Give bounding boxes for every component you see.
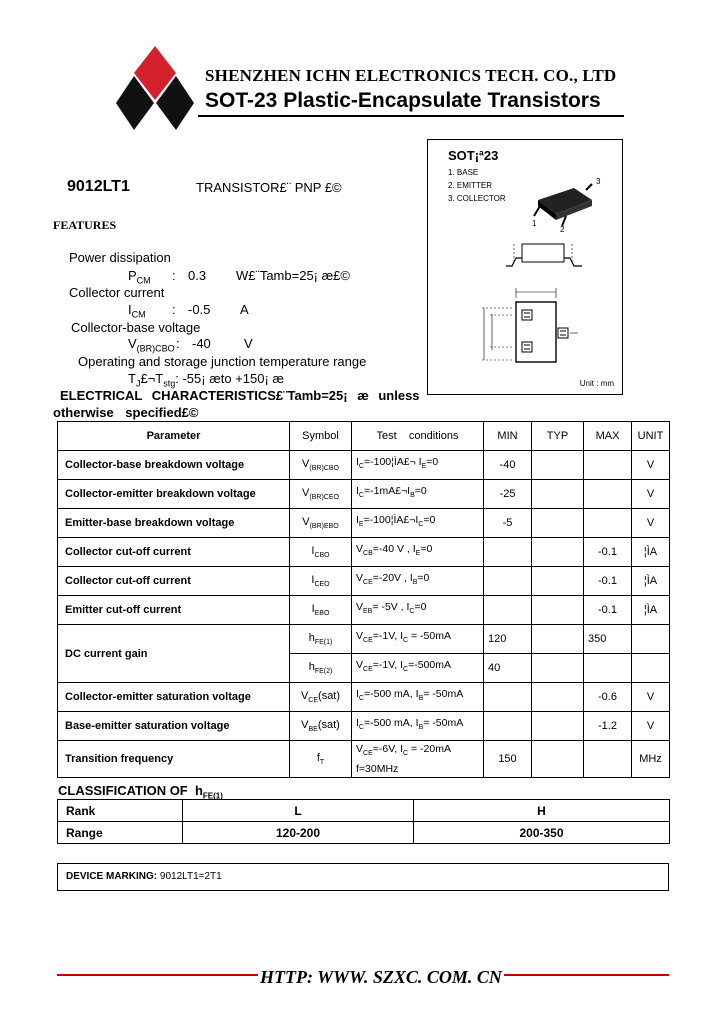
unit-cell: ¦ÌA [632, 538, 670, 567]
cond-sub: C [358, 492, 364, 500]
conditions-cell [352, 538, 484, 567]
table-row [58, 683, 670, 712]
package-unit-note: Unit : mm [579, 379, 614, 388]
pcm-value: 0.3 [188, 268, 207, 283]
table-row [58, 480, 670, 509]
vcbo-subscript: (BR)CBO [136, 343, 175, 354]
table-row [58, 625, 670, 654]
cond-b: =-500 mA, I [363, 717, 419, 730]
max-cell [584, 451, 632, 480]
hfe2-conditions [352, 654, 484, 683]
classification-title-text: CLASSIFICATION OF h [58, 783, 203, 798]
icm-colon: : [172, 302, 176, 317]
conditions-cell [352, 509, 484, 538]
param-cell: Collector-base breakdown voltage [58, 451, 290, 480]
transition-typ [532, 741, 584, 778]
cond-a: I [356, 485, 359, 498]
feature-vcbo [128, 336, 175, 354]
hfe2-cond-b: =-1V, I [372, 659, 404, 672]
temp-sub-j: J [135, 378, 141, 389]
classification-table [57, 799, 670, 844]
package-pin-1: 1 [532, 219, 537, 228]
conditions-cell [352, 683, 484, 712]
cond-a: I [356, 456, 359, 469]
saturation-rows [58, 683, 670, 741]
hfe1-max: 350 [584, 625, 632, 654]
unit-cell: ¦ÌA [632, 567, 670, 596]
typ-cell [532, 567, 584, 596]
symbol-main: I [311, 573, 315, 586]
cond-sub2: C [418, 521, 424, 529]
max-cell [584, 509, 632, 538]
cond-sub2: B [410, 492, 415, 500]
hfe1-min: 120 [484, 625, 532, 654]
sot23-package-icon [526, 176, 616, 232]
symbol-rest: (sat) [318, 689, 341, 702]
hfe2-cond-sub: CE [363, 666, 373, 674]
min-cell [484, 683, 532, 712]
transition-cond-line2: f=30MHz [356, 762, 399, 775]
cond-b: =-20V , I [372, 572, 413, 585]
hfe1-cond-c: = -50mA [408, 630, 451, 643]
table-row [58, 451, 670, 480]
feature-pcm [128, 268, 151, 286]
cond-sub2: C [409, 608, 415, 616]
rank-l: L [183, 800, 414, 822]
hfe1-cond-a: V [356, 630, 364, 643]
symbol-cell [290, 480, 352, 509]
symbol-cell [290, 567, 352, 596]
conditions-cell [352, 567, 484, 596]
symbol-sub: CEO [314, 581, 330, 589]
max-cell: -1.2 [584, 712, 632, 741]
cond-b: = -5V , I [372, 601, 410, 614]
max-cell: -0.1 [584, 538, 632, 567]
header-max: MAX [584, 422, 632, 451]
transition-cond-line1 [356, 742, 479, 761]
table-row [58, 538, 670, 567]
classification-title [58, 783, 223, 801]
hfe2-max [584, 654, 632, 683]
device-marking-text [66, 871, 222, 882]
hfe2-sub: FE(2) [314, 668, 333, 676]
transition-param: Transition frequency [58, 741, 290, 778]
icm-subscript: CM [131, 309, 146, 320]
temp-sub-stg: stg [163, 378, 176, 389]
header-unit: UNIT [632, 422, 670, 451]
symbol-cell [290, 451, 352, 480]
rank-row [58, 800, 670, 822]
header-min: MIN [484, 422, 532, 451]
rank-h: H [414, 800, 670, 822]
symbol-sub: CBO [314, 552, 330, 560]
unit-cell: V [632, 451, 670, 480]
pcm-colon: : [172, 268, 176, 283]
conditions-cell [352, 596, 484, 625]
temp-symbol-tstg: £¬T [140, 371, 164, 386]
transition-symbol [290, 741, 352, 778]
symbol-sub: CE [308, 697, 319, 705]
symbol-main: V [302, 486, 310, 499]
symbol-sub: (BR)CEO [309, 494, 339, 502]
symbol-sub: (BR)CBO [309, 465, 339, 473]
cond-sub: C [358, 724, 364, 732]
typ-cell [532, 712, 584, 741]
unit-cell: V [632, 480, 670, 509]
cond-sub2: E [421, 463, 427, 471]
typ-cell [532, 480, 584, 509]
cond-b: =-1mA£¬I [363, 485, 411, 498]
feature-power-label: Power dissipation [69, 250, 171, 265]
vcbo-unit: V [244, 336, 253, 351]
max-cell: -0.1 [584, 567, 632, 596]
cond-sub2: B [418, 724, 424, 732]
symbol-rest: (sat) [317, 718, 340, 731]
feature-current-label: Collector current [69, 285, 165, 300]
header-test-conditions: Test conditions [352, 422, 484, 451]
ft-cond-c: = -20mA [408, 743, 451, 756]
cond-sub2: B [412, 579, 418, 587]
ft-cond-sub2: C [403, 750, 409, 758]
typ-cell [532, 596, 584, 625]
footer-url: HTTP: WWW. SZXC. COM. CN [260, 967, 502, 987]
cond-sub: CB [363, 550, 373, 558]
company-name: SHENZHEN ICHN ELECTRONICS TECH. CO., LTD [205, 66, 617, 85]
hfe1-unit [632, 625, 670, 654]
pcm-symbol: P [128, 268, 137, 283]
ft-cond-b: =-6V, I [372, 743, 404, 756]
ft-cond-sub: CE [363, 750, 373, 758]
temp-value: : -55¡ æto +150¡ æ [175, 371, 284, 386]
company-logo [116, 46, 194, 130]
ft-sub: T [319, 759, 325, 767]
product-line-title: SOT-23 Plastic-Encapsulate Transistors [205, 89, 601, 112]
cond-c: =0 [417, 572, 430, 585]
table-row [58, 741, 670, 778]
symbol-cell [290, 712, 352, 741]
package-pin-2: 2 [560, 225, 565, 232]
package-pin-3: 3 [596, 177, 601, 186]
cond-b: =-40 V , I [372, 543, 416, 556]
vcbo-value: -40 [192, 336, 211, 351]
cond-c: =0 [414, 485, 427, 498]
transition-min: 150 [484, 741, 532, 778]
symbol-cell [290, 509, 352, 538]
cond-a: I [356, 514, 359, 527]
symbol-main: V [302, 457, 310, 470]
table-row [58, 567, 670, 596]
ft-sym: f [316, 751, 320, 764]
cond-c: = -50mA [423, 717, 464, 730]
cond-sub: C [358, 463, 364, 471]
table-row [58, 596, 670, 625]
symbol-main: I [311, 544, 315, 557]
vcbo-symbol: V [128, 336, 137, 351]
pin-1-label: 1. BASE [448, 168, 479, 177]
table-row [58, 712, 670, 741]
range-h: 200-350 [414, 822, 670, 844]
cond-b: =-500 mA, I [363, 688, 419, 701]
hfe1-symbol [290, 625, 352, 654]
symbol-cell [290, 683, 352, 712]
electrical-heading-line2: otherwise specified£© [53, 405, 199, 420]
header-rule [198, 115, 624, 117]
cond-c: =0 [426, 456, 439, 469]
transition-unit: MHz [632, 741, 670, 778]
cond-sub: C [358, 695, 364, 703]
hfe2-unit [632, 654, 670, 683]
pcm-subscript: CM [136, 275, 151, 286]
hfe2-cond-sub2: C [403, 666, 409, 674]
param-cell: Collector cut-off current [58, 567, 290, 596]
symbol-cell [290, 596, 352, 625]
hfe1-typ [532, 625, 584, 654]
range-row [58, 822, 670, 844]
min-cell [484, 567, 532, 596]
typ-cell [532, 683, 584, 712]
cond-sub2: B [418, 695, 424, 703]
cond-a: V [356, 572, 364, 585]
symbol-main: V [301, 718, 309, 731]
hfe1-sym: h [308, 631, 315, 644]
symbol-sub: EBO [314, 610, 330, 618]
feature-temp-range [128, 371, 284, 389]
feature-temp-label: Operating and storage junction temperature range [78, 354, 367, 369]
package-title: SOT¡ª23 [448, 148, 499, 163]
min-cell: -5 [484, 509, 532, 538]
symbol-main: V [302, 515, 310, 528]
symbol-sub: (BR)EBO [309, 523, 339, 531]
min-cell [484, 596, 532, 625]
table-row [58, 509, 670, 538]
package-diagram-box [427, 139, 623, 395]
cond-sub: CE [363, 579, 373, 587]
cond-b: =-100¦ÌA£¬I [363, 514, 419, 527]
hfe1-sub: FE(1) [314, 639, 333, 647]
electrical-characteristics-table [57, 421, 670, 778]
cond-sub: E [358, 521, 364, 529]
typ-cell [532, 538, 584, 567]
param-cell: Emitter cut-off current [58, 596, 290, 625]
param-cell: Base-emitter saturation voltage [58, 712, 290, 741]
symbol-main: I [311, 602, 315, 615]
temp-symbol-tj: T [128, 371, 136, 386]
header-typ: TYP [532, 422, 584, 451]
package-top-view [478, 280, 578, 370]
param-cell: Emitter-base breakdown voltage [58, 509, 290, 538]
param-cell: Collector-emitter breakdown voltage [58, 480, 290, 509]
conditions-cell [352, 451, 484, 480]
table-header-row [58, 422, 670, 451]
conditions-cell [352, 712, 484, 741]
cond-a: I [356, 688, 359, 701]
hfe2-min: 40 [484, 654, 532, 683]
hfe2-symbol [290, 654, 352, 683]
icm-value: -0.5 [188, 302, 211, 317]
max-cell: -0.6 [584, 683, 632, 712]
device-marking-value: 9012LT1=2T1 [157, 871, 222, 882]
typ-cell [532, 451, 584, 480]
param-cell: Collector-emitter saturation voltage [58, 683, 290, 712]
device-marking-label: DEVICE MARKING: [66, 871, 158, 882]
icm-symbol: I [128, 302, 132, 317]
cond-c: =0 [423, 514, 436, 527]
cond-a: V [356, 543, 364, 556]
cond-sub: EB [363, 608, 373, 616]
max-cell: -0.1 [584, 596, 632, 625]
cond-a: I [356, 717, 359, 730]
min-cell: -40 [484, 451, 532, 480]
classification-title-sub: FE(1) [202, 791, 223, 801]
symbol-main: V [300, 689, 309, 702]
unit-cell: V [632, 712, 670, 741]
hfe2-cond-c: =-500mA [408, 659, 451, 672]
cond-a: V [356, 601, 364, 614]
cond-c: =0 [420, 543, 433, 556]
hfe1-conditions [352, 625, 484, 654]
rank-label: Rank [58, 800, 183, 822]
min-cell: -25 [484, 480, 532, 509]
unit-cell: ¦ÌA [632, 596, 670, 625]
hfe1-cond-sub: CE [363, 637, 373, 645]
features-title: FEATURES [53, 218, 117, 232]
header-parameter: Parameter [58, 422, 290, 451]
icm-unit: A [240, 302, 249, 317]
symbol-sub: BE [308, 726, 318, 734]
symbol-cell [290, 538, 352, 567]
pcm-unit: W£¨Tamb=25¡ æ£© [236, 268, 350, 283]
part-number: 9012LT1 [67, 178, 130, 195]
conditions-cell [352, 480, 484, 509]
hfe2-typ [532, 654, 584, 683]
range-label: Range [58, 822, 183, 844]
part-description: TRANSISTOR£¨ PNP £© [196, 180, 342, 195]
min-cell [484, 712, 532, 741]
pin-3-label: 3. COLLECTOR [448, 194, 506, 203]
transition-max [584, 741, 632, 778]
max-cell [584, 480, 632, 509]
min-cell [484, 538, 532, 567]
cond-c: = -50mA [423, 688, 464, 701]
unit-cell: V [632, 509, 670, 538]
cond-sub2: E [415, 550, 421, 558]
range-l: 120-200 [183, 822, 414, 844]
standard-rows [58, 451, 670, 625]
unit-cell: V [632, 683, 670, 712]
ft-cond-a: V [356, 743, 364, 756]
dc-gain-param: DC current gain [58, 625, 290, 683]
header-symbol: Symbol [290, 422, 352, 451]
hfe1-cond-sub2: C [403, 637, 409, 645]
hfe2-sym: h [308, 660, 315, 673]
cond-c: =0 [414, 601, 427, 614]
transition-conditions [352, 741, 484, 778]
electrical-heading-line1: ELECTRICAL CHARACTERISTICS£¨Tamb=25¡ æ unless [60, 388, 420, 403]
hfe2-cond-a: V [356, 659, 364, 672]
hfe1-cond-b: =-1V, I [372, 630, 404, 643]
vcbo-colon: : [176, 336, 180, 351]
cond-b: =-100¦ÌA£¬ I [363, 456, 422, 469]
feature-voltage-label: Collector-base voltage [71, 320, 201, 335]
device-marking-box [57, 863, 669, 891]
package-side-view [506, 238, 582, 272]
feature-icm [128, 302, 146, 320]
typ-cell [532, 509, 584, 538]
pin-2-label: 2. EMITTER [448, 181, 493, 190]
param-cell: Collector cut-off current [58, 538, 290, 567]
